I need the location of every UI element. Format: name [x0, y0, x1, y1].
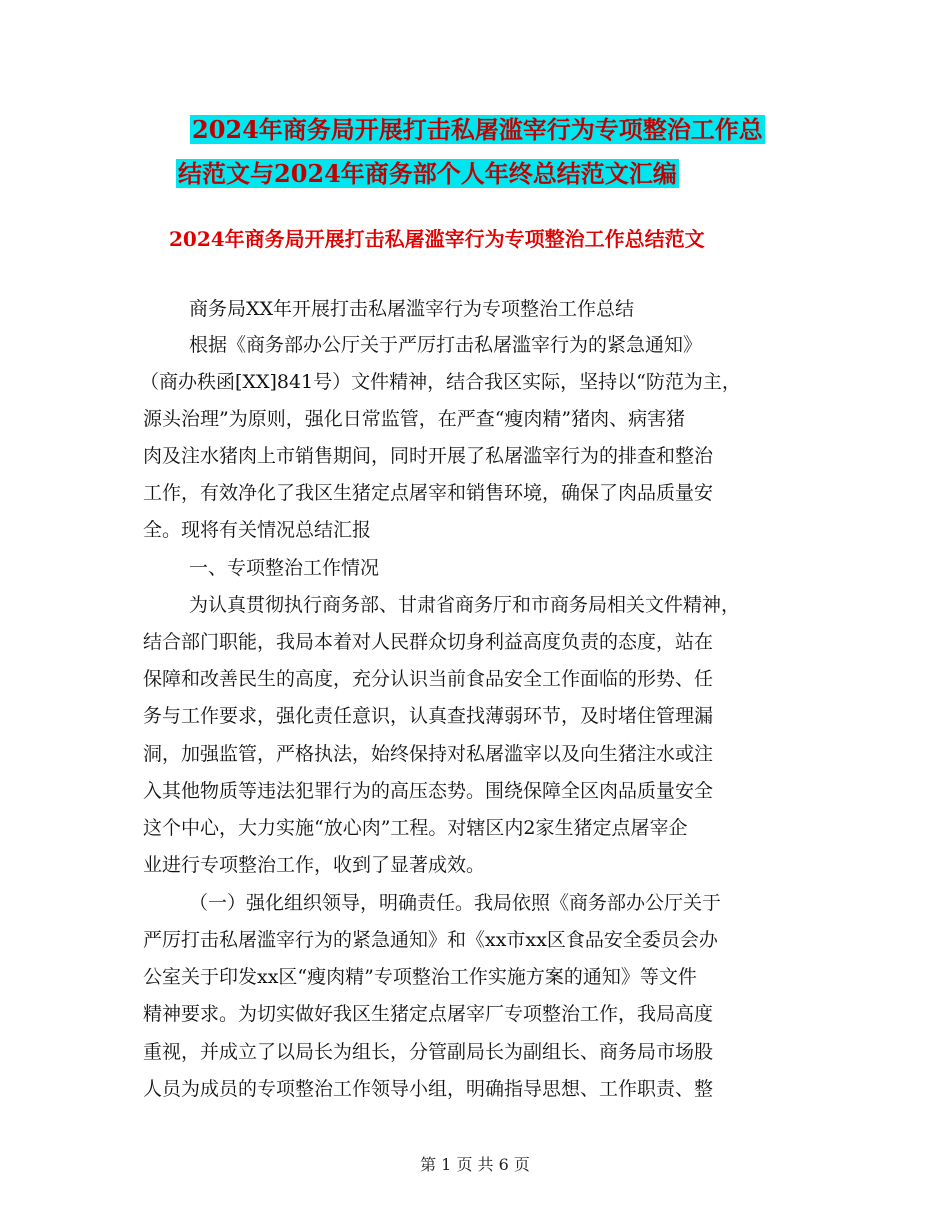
section-title: 2024年商务局开展打击私屠滥宰行为专项整治工作总结范文: [169, 227, 705, 251]
body-line: 入其他物质等违法犯罪行为的高压态势。围绕保障全区肉品质量安全: [143, 780, 714, 802]
body-line: 工作，有效净化了我区生猪定点屠宰和销售环境，确保了肉品质量安: [143, 482, 714, 504]
document-title-line-1: [190, 112, 765, 148]
page-footer: 第 1 页 共 6 页: [420, 1155, 530, 1174]
body-line: （商办秩函[XX]841号）文件精神，结合我区实际，坚持以“防范为主，: [140, 371, 741, 393]
body-line: 肉及注水猪肉上市销售期间，同时开展了私屠滥宰行为的排查和整治: [143, 445, 714, 467]
body-line: 人员为成员的专项整治工作领导小组，明确指导思想、工作职责、整: [143, 1078, 714, 1100]
body-line: 结合部门职能，我局本着对人民群众切身利益高度负责的态度，站在: [143, 631, 714, 653]
body-line: 重视，并成立了以局长为组长，分管副局长为副组长、商务局市场股: [143, 1041, 714, 1063]
body-line: 这个中心，大力实施“放心肉”工程。对辖区内2家生猪定点屠宰企: [143, 817, 688, 839]
body-line: 根据《商务部办公厅关于严厉打击私屠滥宰行为的紧急通知》: [189, 334, 703, 356]
title-highlight: 2024年商务局开展打击私屠滥宰行为专项整治工作总: [192, 115, 763, 144]
body-line: 精神要求。为切实做好我区生猪定点屠宰厂专项整治工作，我局高度: [143, 1003, 714, 1025]
body-line: 全。现将有关情况总结汇报: [143, 519, 372, 541]
document-title-line-2: [176, 156, 679, 192]
body-line: 业进行专项整治工作，收到了显著成效。: [143, 854, 486, 876]
body-line: 商务局XX年开展打击私屠滥宰行为专项整治工作总结: [189, 298, 635, 320]
body-line: 为认真贯彻执行商务部、甘肃省商务厅和市商务局相关文件精神，: [189, 594, 741, 616]
body-line: （一）强化组织领导，明确责任。我局依照《商务部办公厅关于: [189, 892, 722, 914]
body-line: 保障和改善民生的高度，充分认识当前食品安全工作面临的形势、任: [143, 668, 714, 690]
body-line: 一、专项整治工作情况: [189, 557, 380, 579]
title-highlight: 结范文与2024年商务部个人年终总结范文汇编: [178, 159, 677, 188]
body-line: 源头治理”为原则，强化日常监管，在严查“瘦肉精”猪肉、病害猪: [143, 408, 686, 430]
body-line: 务与工作要求，强化责任意识，认真查找薄弱环节，及时堵住管理漏: [143, 705, 714, 727]
body-line: 公室关于印发xx区“瘦肉精”专项整治工作实施方案的通知》等文件: [143, 966, 697, 988]
body-line: 严厉打击私屠滥宰行为的紧急通知》和《xx市xx区食品安全委员会办: [143, 929, 718, 951]
body-line: 洞，加强监管，严格执法，始终保持对私屠滥宰以及向生猪注水或注: [143, 743, 714, 765]
